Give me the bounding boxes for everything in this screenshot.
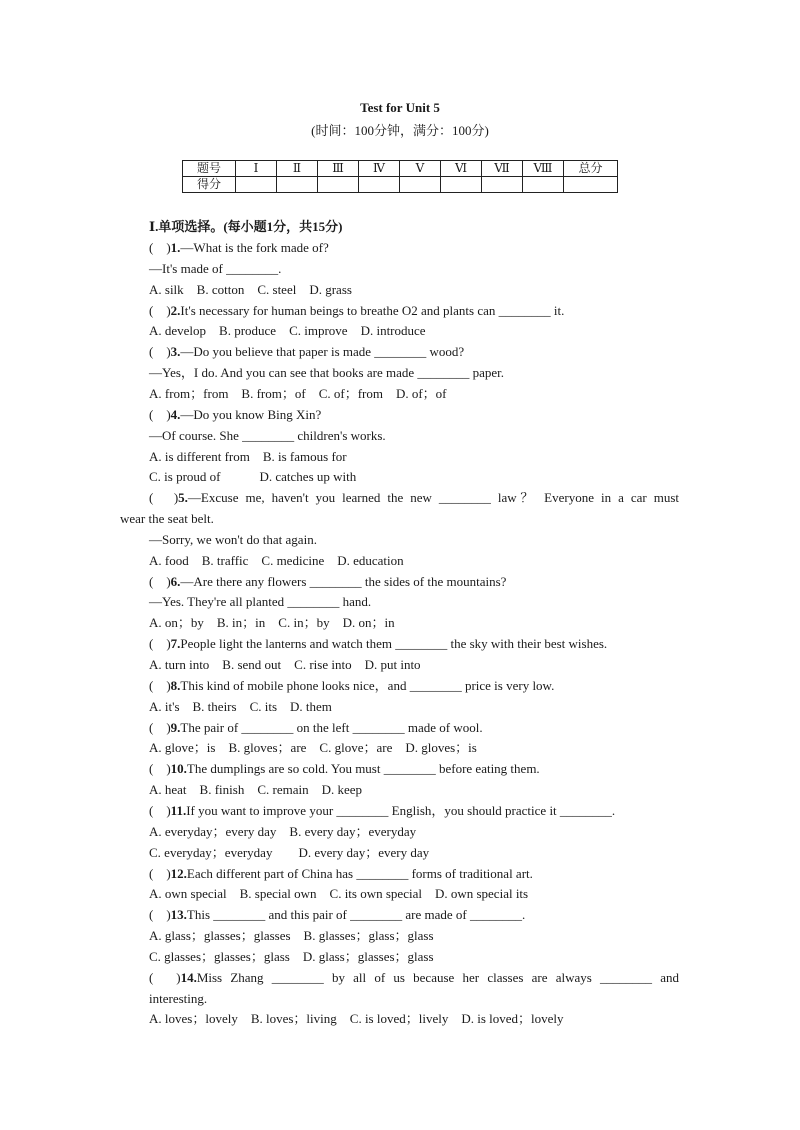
answer-bracket[interactable]: ( ) <box>149 407 171 422</box>
answer-bracket[interactable]: ( ) <box>149 574 171 589</box>
answer-bracket[interactable]: ( ) <box>149 907 171 922</box>
answer-bracket[interactable]: ( ) <box>149 678 171 693</box>
question-line <box>149 969 679 987</box>
question-line <box>149 302 679 320</box>
question-number: 9. <box>170 720 181 735</box>
score-cell-6: Ⅵ <box>441 161 482 177</box>
score-cell-label: 题号 <box>183 161 236 177</box>
question-line <box>149 760 679 778</box>
question-text: It's necessary for human beings to breathe O2 and plants can ________ it. <box>180 303 565 318</box>
score-cell-8: Ⅷ <box>523 161 564 177</box>
question-text: This ________ and this pair of ________ are made of ________. <box>186 907 526 922</box>
question-text-line: —Yes. They're all planted ________ hand. <box>149 594 372 609</box>
answer-options: A. heat B. finish C. remain D. keep <box>149 782 363 797</box>
answer-options: A. own special B. special own C. its own special D. own special its <box>149 886 529 901</box>
score-cell-7: Ⅶ <box>482 161 523 177</box>
question-text: —Excuse me, haven't you learned the new ________ law？ Everyone in a car must <box>187 490 679 505</box>
question-text-line: interesting. <box>149 991 208 1006</box>
answer-bracket[interactable]: ( ) <box>149 490 179 505</box>
score-table-score-row <box>183 177 618 193</box>
question-text: Each different part of China has ________ forms of traditional art. <box>186 866 533 881</box>
question-text: The pair of ________ on the left ________ made of wool. <box>180 720 483 735</box>
question-line <box>149 719 679 737</box>
test-title: Test for Unit 5 <box>360 100 440 115</box>
answer-bracket[interactable]: ( ) <box>149 240 171 255</box>
score-input-6[interactable] <box>441 177 482 193</box>
answer-options: A. turn into B. send out C. rise into D. put into <box>149 657 421 672</box>
question-text: —Are there any flowers ________ the sides of the mountains? <box>180 574 507 589</box>
question-line <box>149 489 679 507</box>
answer-bracket[interactable]: ( ) <box>149 720 171 735</box>
answer-options: A. it's B. theirs C. its D. them <box>149 699 332 714</box>
question-text: This kind of mobile phone looks nice，and ________ price is very low. <box>180 678 555 693</box>
answer-bracket[interactable]: ( ) <box>149 303 171 318</box>
question-number: 5. <box>178 490 188 505</box>
question-number: 10. <box>170 761 187 776</box>
answer-bracket[interactable]: ( ) <box>149 636 171 651</box>
answer-options: A. food B. traffic C. medicine D. education <box>149 553 404 568</box>
question-text: People light the lanterns and watch them ________ the sky with their best wishes. <box>180 636 608 651</box>
question-number: 7. <box>170 636 181 651</box>
answer-options: C. is proud of D. catches up with <box>149 469 357 484</box>
answer-bracket[interactable]: ( ) <box>149 344 171 359</box>
question-line <box>149 635 679 653</box>
score-row-label: 得分 <box>183 177 236 193</box>
question-number: 2. <box>170 303 181 318</box>
score-input-7[interactable] <box>482 177 523 193</box>
question-text: If you want to improve your ________ English，you should practice it ________. <box>186 803 616 818</box>
question-line <box>149 239 679 257</box>
answer-options: C. glasses；glasses；glass D. glass；glasses；glass <box>149 949 434 964</box>
answer-options: A. glove；is B. gloves；are C. glove；are D. gloves；is <box>149 740 477 755</box>
score-input-4[interactable] <box>359 177 400 193</box>
score-input-5[interactable] <box>400 177 441 193</box>
answer-bracket[interactable]: ( ) <box>149 866 171 881</box>
answer-bracket[interactable]: ( ) <box>149 970 181 985</box>
score-table <box>182 160 618 193</box>
answer-options: A. develop B. produce C. improve D. introduce <box>149 323 426 338</box>
question-text-line: —Sorry, we won't do that again. <box>149 532 317 547</box>
question-text-line: —It's made of ________. <box>149 261 282 276</box>
question-text-line: —Yes，I do. And you can see that books are made ________ paper. <box>149 365 505 380</box>
question-text: The dumplings are so cold. You must ________ before eating them. <box>186 761 540 776</box>
answer-options: C. everyday；everyday D. every day；every day <box>149 845 430 860</box>
question-text: —Do you know Bing Xin? <box>180 407 322 422</box>
question-line <box>149 677 679 695</box>
score-input-total[interactable] <box>564 177 618 193</box>
answer-options: A. glass；glasses；glasses B. glasses；glass；glass <box>149 928 434 943</box>
question-line <box>149 343 679 361</box>
score-cell-total: 总分 <box>564 161 618 177</box>
question-number: 13. <box>170 907 187 922</box>
question-number: 6. <box>170 574 181 589</box>
score-cell-3: Ⅲ <box>318 161 359 177</box>
question-number: 12. <box>170 866 187 881</box>
question-line <box>149 865 679 883</box>
answer-bracket[interactable]: ( ) <box>149 803 171 818</box>
question-text: —What is the fork made of? <box>180 240 329 255</box>
answer-options: A. everyday；every day B. every day；everyday <box>149 824 417 839</box>
question-number: 4. <box>170 407 181 422</box>
score-cell-5: Ⅴ <box>400 161 441 177</box>
question-number: 8. <box>170 678 181 693</box>
question-number: 11. <box>170 803 187 818</box>
question-text: Miss Zhang ________ by all of us because her classes are always ________ and <box>196 970 679 985</box>
score-cell-4: Ⅳ <box>359 161 400 177</box>
question-text: —Do you believe that paper is made ________ wood? <box>180 344 465 359</box>
score-input-1[interactable] <box>236 177 277 193</box>
section-title: Ⅰ.单项选择。(每小题1分，共15分) <box>149 219 343 234</box>
answer-bracket[interactable]: ( ) <box>149 761 171 776</box>
score-input-3[interactable] <box>318 177 359 193</box>
question-number: 3. <box>170 344 181 359</box>
question-line <box>149 573 679 591</box>
question-line <box>149 802 679 820</box>
score-table-header-row <box>183 161 618 177</box>
answer-options: A. loves；lovely B. loves；living C. is loved；lively D. is loved；lovely <box>149 1011 564 1026</box>
score-cell-1: Ⅰ <box>236 161 277 177</box>
question-number: 1. <box>170 240 181 255</box>
answer-options: A. is different from B. is famous for <box>149 449 347 464</box>
answer-options: A. on；by B. in；in C. in；by D. on；in <box>149 615 395 630</box>
test-subtitle: (时间：100分钟，满分：100分) <box>311 123 489 138</box>
score-input-8[interactable] <box>523 177 564 193</box>
answer-options: A. from；from B. from；of C. of；from D. of；of <box>149 386 447 401</box>
question-line <box>149 906 679 924</box>
question-text-line: —Of course. She ________ children's works. <box>149 428 386 443</box>
question-number: 14. <box>180 970 197 985</box>
score-cell-2: Ⅱ <box>277 161 318 177</box>
score-input-2[interactable] <box>277 177 318 193</box>
question-line <box>149 406 679 424</box>
question-text-line: wear the seat belt. <box>120 511 214 526</box>
answer-options: A. silk B. cotton C. steel D. grass <box>149 282 352 297</box>
